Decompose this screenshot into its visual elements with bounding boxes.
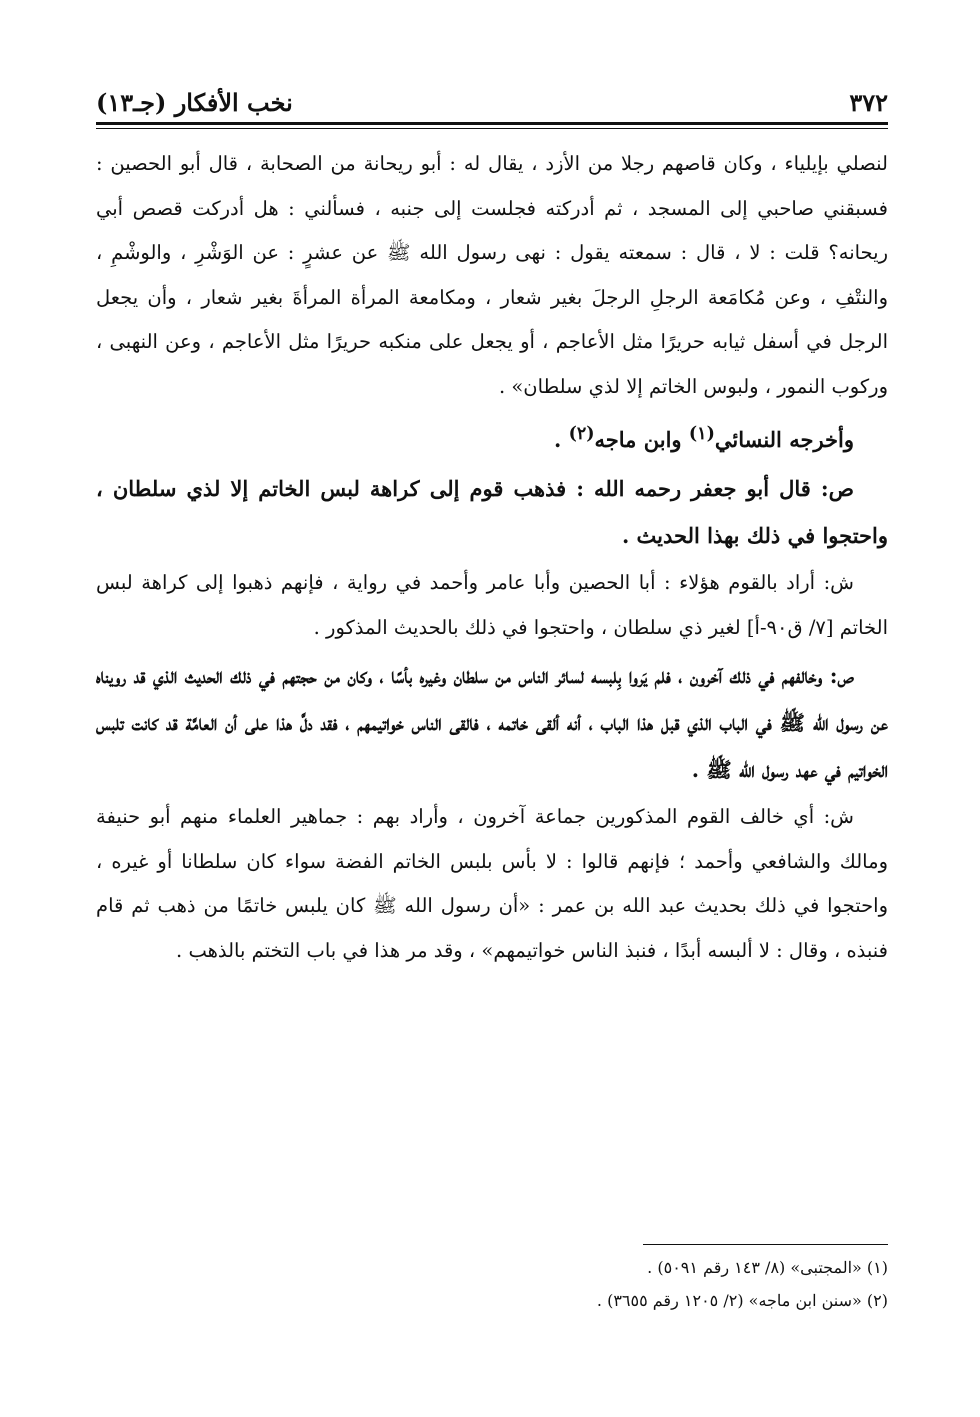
page-number: ٣٧٢ xyxy=(849,87,888,117)
footnote-2: (٢) «سنن ابن ماجه» (٢/ ١٢٠٥ رقم ٣٦٥٥) . xyxy=(596,1291,888,1310)
commentary-paragraph-shin-1: ش: أراد بالقوم هؤلاء : أبا الحصين وأبا عامر وأحمد في رواية ، فإنهم ذهبوا إلى كراهة لبس الخاتم [٧/ ق٩٠-أ] لغير ذي سلطان ، واحتجوا في ذلك بالحديث المذكور . xyxy=(96,571,888,639)
takhrij-end: . xyxy=(553,427,569,452)
header-rule-thick xyxy=(96,122,888,125)
page-header xyxy=(96,80,888,124)
takhrij-paragraph xyxy=(96,411,888,463)
takhrij-lead: وأخرجه النسائي xyxy=(714,427,854,452)
takhrij-mid: وابن ماجه xyxy=(594,427,689,452)
footnote-ref-2: (٢) xyxy=(568,424,595,444)
text-paragraph-sad-1: ص: قال أبو جعفر رحمه الله : فذهب قوم إلى كراهة لبس الخاتم إلا لذي سلطان ، واحتجوا في ذلك بهذا الحديث . xyxy=(96,476,888,548)
footnote-1: (١) «المجتبى» (٨/ ١٤٣ رقم ٥٠٩١) . xyxy=(647,1258,888,1277)
page-body xyxy=(96,142,888,973)
footnote-ref-1: (١) xyxy=(688,424,715,444)
footnote-separator xyxy=(643,1244,888,1245)
header-rule-thin xyxy=(96,128,888,129)
hadith-text-paragraph: لنصلي بإيلياء ، وكان قاصهم رجلا من الأزد ، يقال له : أبو ريحانة من الصحابة ، قال أبو الحصين : فسبقني صاحبي إلى المسجد ، ثم أدركته فجلست إلى جنبه ، فسألني : هل أدركت قصص أبي ريحانه؟ قلت : لا ، قال : سمعته يقول : نهى رسول الله ﷺ عن عشرٍ : عن الوَشْرِ ، والوشْمِ ، والنتْفِ ، وعن مُكامَعة الرجلِ الرجلَ بغير شعار ، ومكامعة المرأة المرأةَ بغير شعار ، وأن يجعل الرجل في أسفل ثيابه حريرًا مثل الأعاجم ، أو يجعل على منكبه حريرًا مثل الأعاجم ، وعن النهبى ، وركوب النمور ، ولبوس الخاتم إلا لذي سلطان» . xyxy=(96,152,888,398)
commentary-paragraph-shin-2: ش: أي خالف القوم المذكورين جماعة آخرون ، وأراد بهم : جماهير العلماء منهم أبو حنيفة ومالك والشافعي وأحمد ؛ فإنهم قالوا : لا بأس بلبس الخاتم الفضة سواء كان سلطانا أو غيره ، واحتجوا في ذلك بحديث عبد الله بن عمر : «أن رسول الله ﷺ كان يلبس خاتمًا من ذهب ثم قام فنبذه ، وقال : لا ألبسه أبدًا ، فنبذ الناس خواتيمهم» ، وقد مر هذا في باب التختم بالذهب . xyxy=(96,805,888,962)
book-title: نخب الأفكار (جـ١٣) xyxy=(96,87,293,117)
text-paragraph-sad-2: ص: وخالفهم في ذلك آخرون ، فلم يَروا بِلبسه لسائر الناس من سلطان وغيره بأسًا ، وكان من حجتهم في ذلك الحديث الذي قد رويناه عن رسول الله ﷺ في الباب الذي قبل هذا الباب ، أنه ألقى خاتمه ، فالقى الناس خواتيمهم ، فقد دلَّ هذا على أن العامَّة قد كانت تلبس الخواتيم في عهد رسول الله ﷺ . xyxy=(96,663,888,782)
footnotes xyxy=(96,1244,888,1317)
